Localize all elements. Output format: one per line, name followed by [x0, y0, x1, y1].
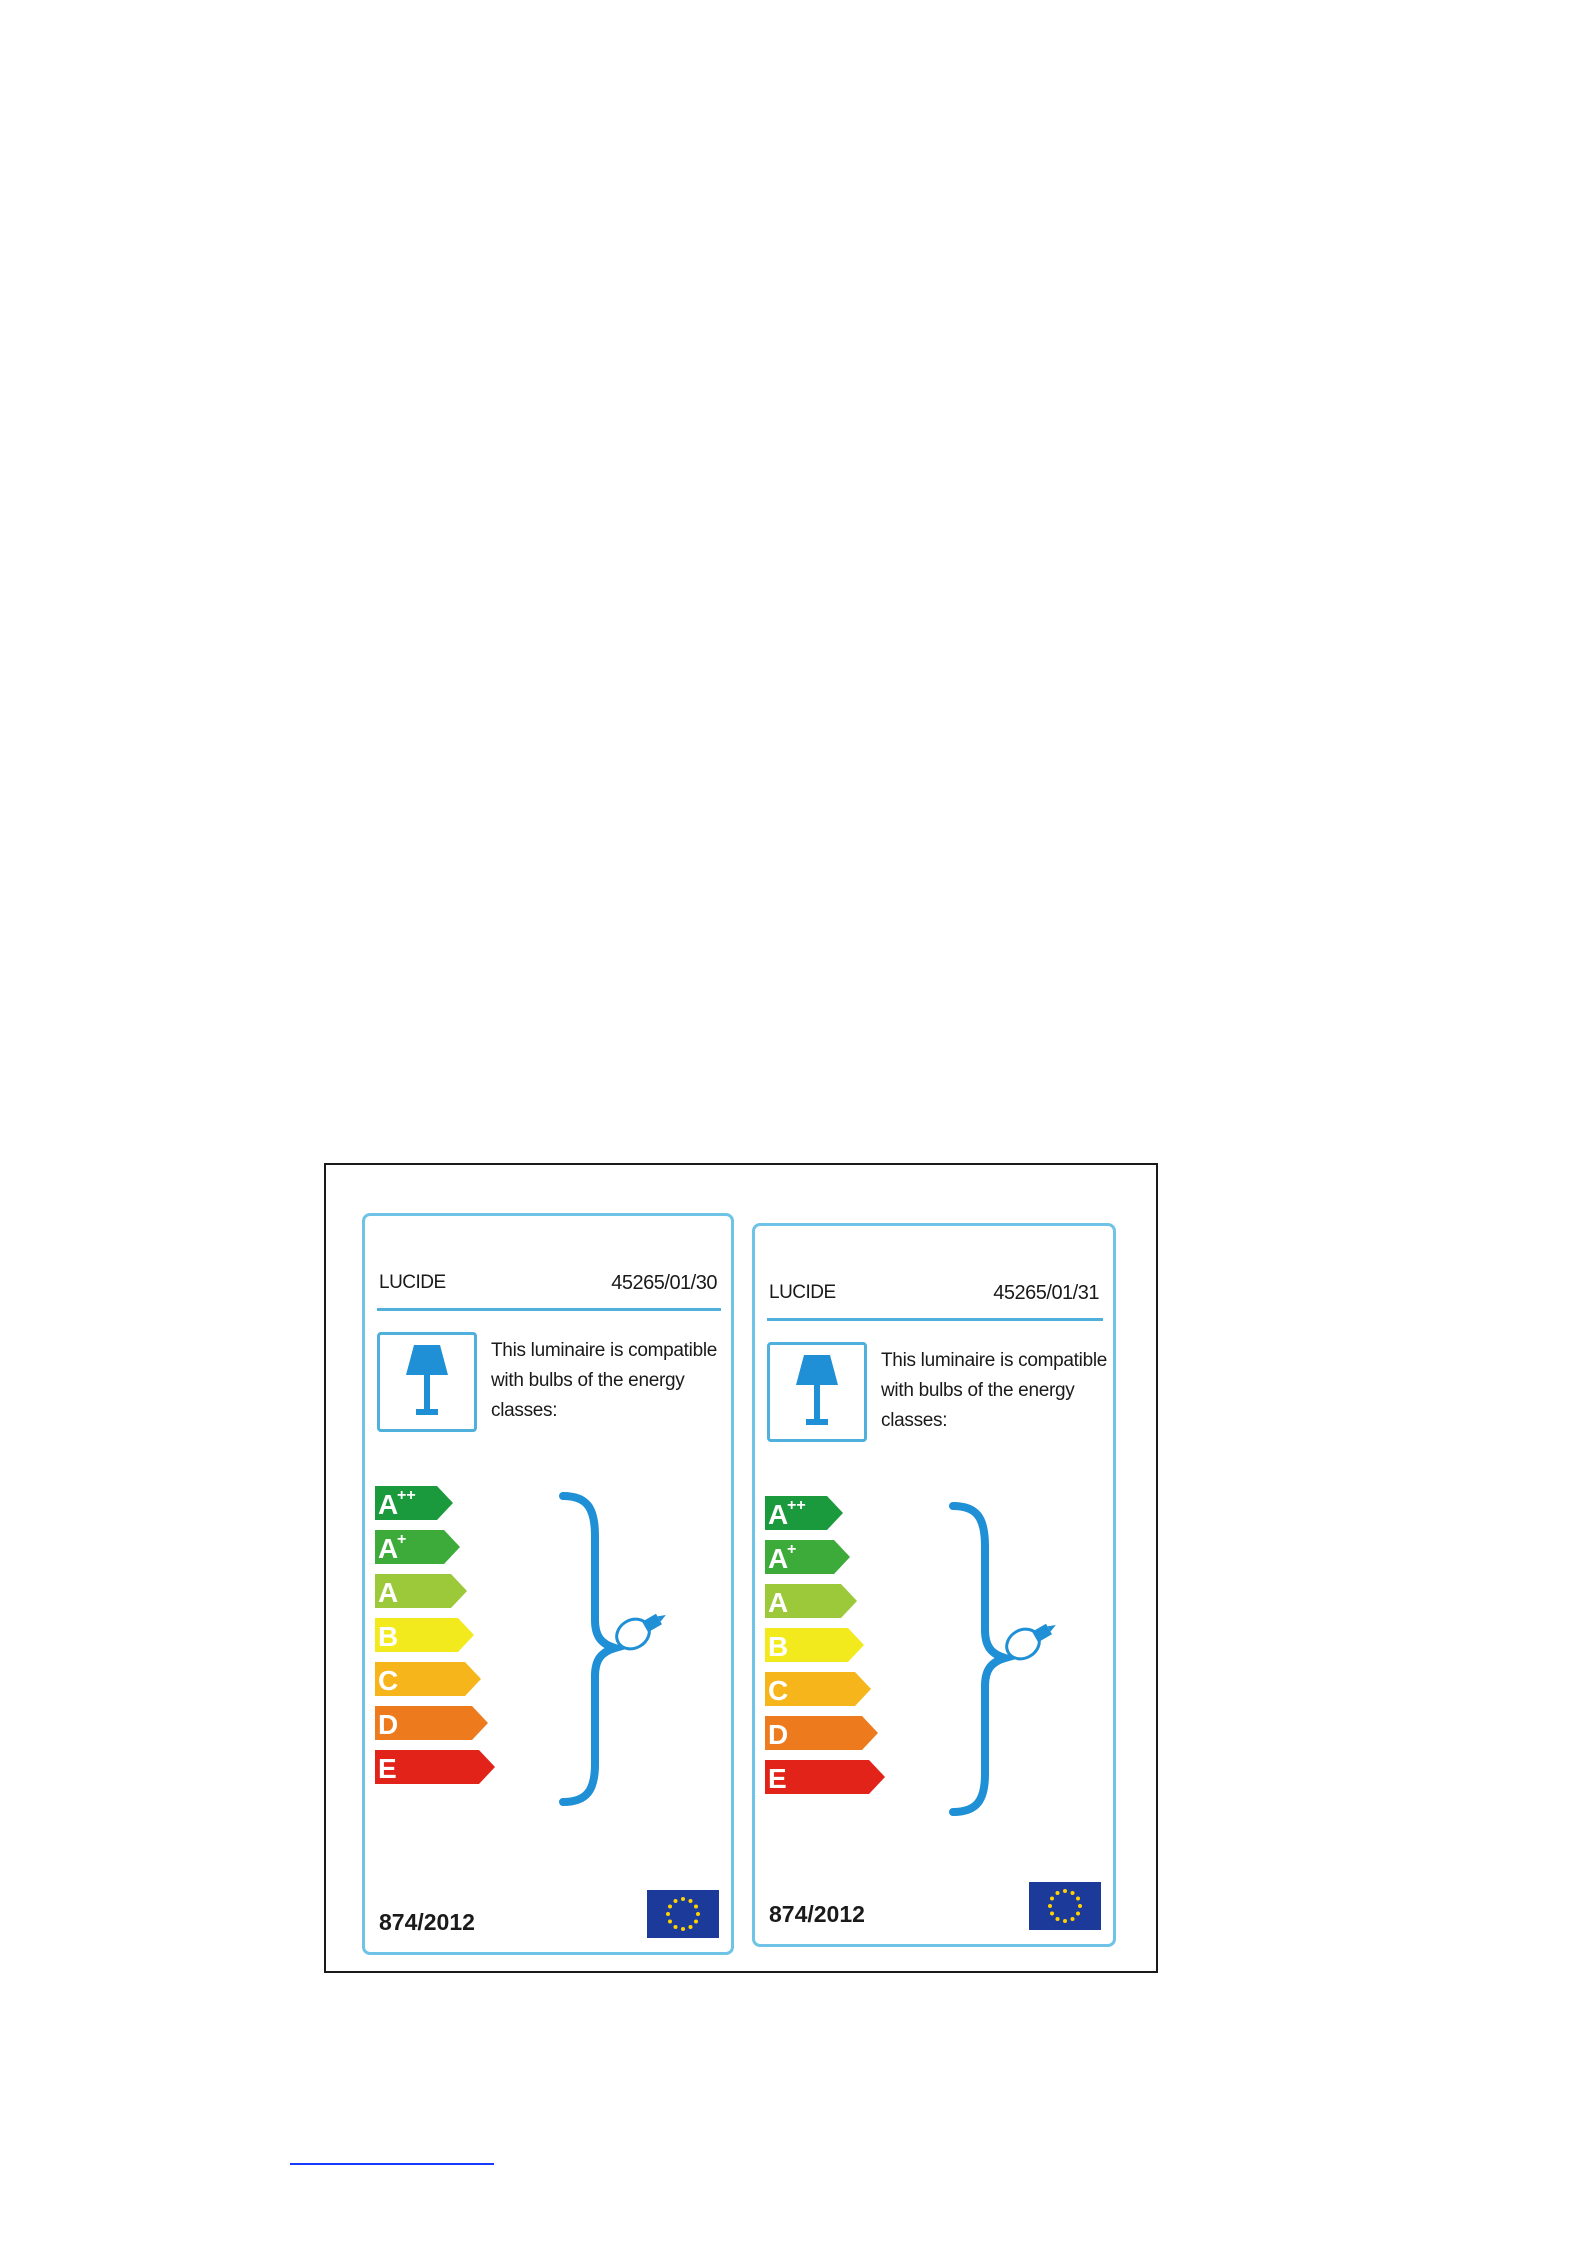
eu-star [1078, 1904, 1082, 1908]
eu-star [694, 1905, 698, 1909]
eu-star [1063, 1919, 1067, 1923]
eu-star [674, 1899, 678, 1903]
eu-star [674, 1925, 678, 1929]
regulation-number: 874/2012 [379, 1909, 475, 1935]
energy-class-arrows [375, 1486, 495, 1784]
energy-label-figure [324, 1163, 1158, 1973]
light-bulb-icon [611, 1603, 673, 1655]
eu-flag-icon [1029, 1882, 1101, 1930]
regulation-number: 874/2012 [769, 1901, 865, 1927]
footer-link-underline[interactable] [290, 2163, 494, 2165]
brace-shape [563, 1496, 615, 1802]
eu-star [1056, 1891, 1060, 1895]
eu-star [694, 1920, 698, 1924]
eu-star [1071, 1891, 1075, 1895]
brace-shape [953, 1506, 1005, 1812]
header-divider [377, 1308, 721, 1311]
energy-class-label: D [378, 1709, 399, 1740]
energy-class-label: A [378, 1577, 399, 1608]
energy-class-scale [765, 1496, 1105, 1826]
energy-class-label: E [378, 1753, 397, 1784]
eu-star [1048, 1904, 1052, 1908]
energy-class-superscript: ++ [787, 1497, 806, 1514]
eu-star [668, 1920, 672, 1924]
eu-star [666, 1912, 670, 1916]
energy-class-superscript: + [397, 1531, 407, 1548]
energy-class-label: B [768, 1631, 789, 1662]
table-lamp-icon [377, 1332, 477, 1432]
energy-class-label: B [378, 1621, 399, 1652]
model-number: 45265/01/31 [993, 1282, 1099, 1304]
eu-star [1063, 1889, 1067, 1893]
energy-class-label: C [378, 1665, 399, 1696]
energy-class-superscript: + [787, 1541, 797, 1558]
eu-star [1056, 1917, 1060, 1921]
energy-class-superscript: ++ [397, 1487, 416, 1504]
energy-class-label: C [768, 1675, 789, 1706]
energy-class-label: D [768, 1719, 789, 1750]
energy-class-label: A [768, 1543, 789, 1574]
energy-class-scale [375, 1486, 715, 1816]
eu-star [668, 1905, 672, 1909]
energy-label-card [752, 1223, 1116, 1947]
compatibility-text: This luminaire is compatible with bulbs of the energy classes: [881, 1350, 1108, 1431]
eu-flag-icon [647, 1890, 719, 1938]
header-divider [767, 1318, 1103, 1321]
energy-class-label: A [768, 1499, 789, 1530]
model-number: 45265/01/30 [611, 1272, 717, 1294]
eu-star [1050, 1897, 1054, 1901]
energy-class-arrows [765, 1496, 885, 1794]
energy-label-card [362, 1213, 734, 1955]
eu-star [696, 1912, 700, 1916]
energy-class-label: A [378, 1533, 399, 1564]
eu-star [1050, 1912, 1054, 1916]
energy-class-label: E [768, 1763, 787, 1794]
eu-star [681, 1897, 685, 1901]
eu-star [1071, 1917, 1075, 1921]
eu-star [1076, 1912, 1080, 1916]
energy-class-label: A [768, 1587, 789, 1618]
eu-star [681, 1927, 685, 1931]
eu-star [689, 1899, 693, 1903]
eu-star [1076, 1897, 1080, 1901]
brand-name: LUCIDE [769, 1282, 836, 1303]
brand-name: LUCIDE [379, 1272, 446, 1293]
compatibility-text: This luminaire is compatible with bulbs of the energy classes: [491, 1340, 718, 1421]
energy-class-label: A [378, 1489, 399, 1520]
eu-star [689, 1925, 693, 1929]
table-lamp-icon [767, 1342, 867, 1442]
light-bulb-icon [1001, 1613, 1063, 1665]
